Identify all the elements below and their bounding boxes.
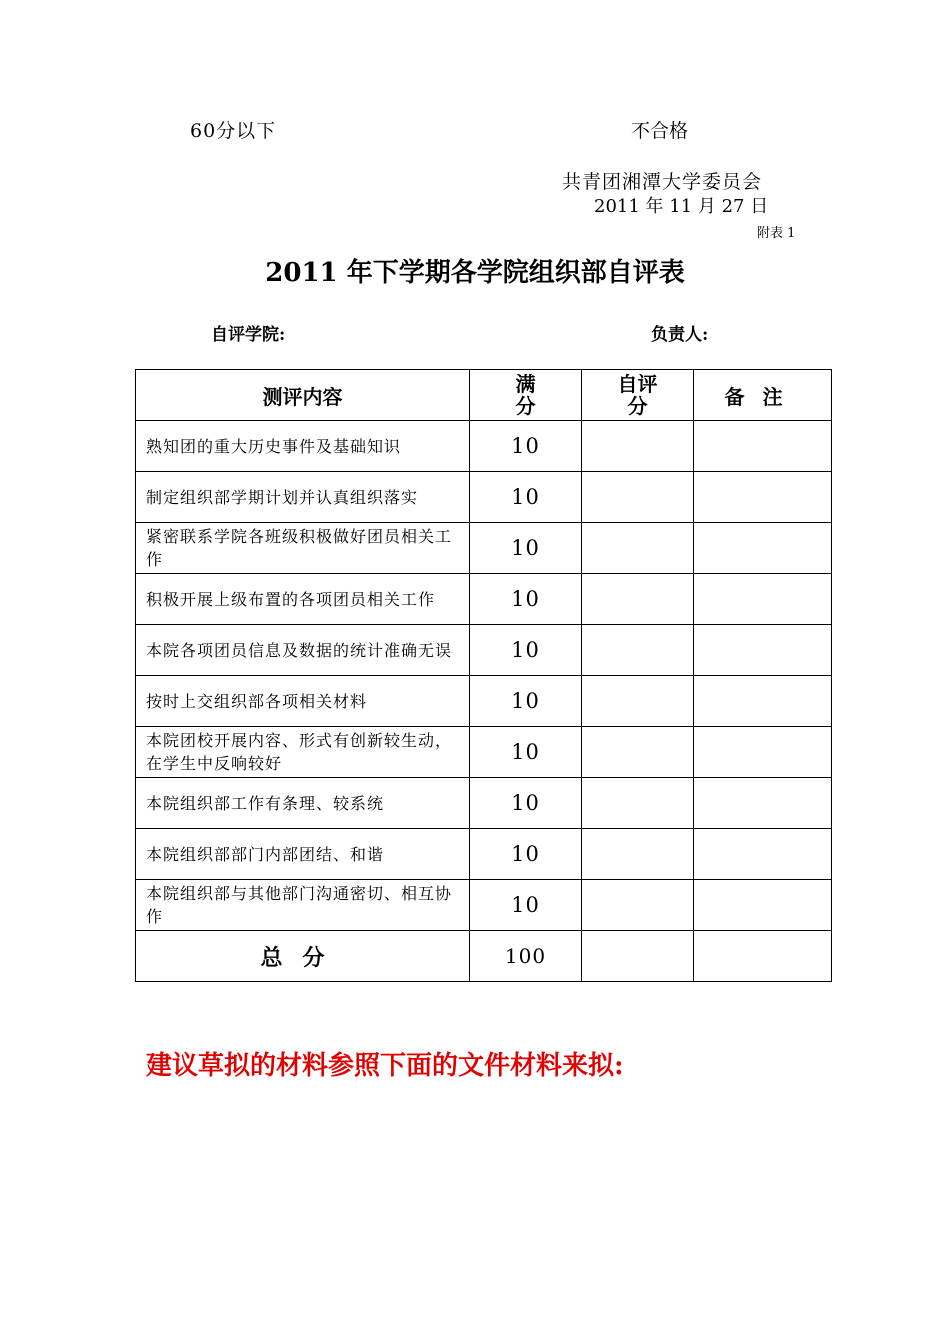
row-full-score: 10 xyxy=(470,676,582,727)
row-item: 本院组织部与其他部门沟通密切、相互协作 xyxy=(136,880,470,931)
total-label: 总分 xyxy=(136,931,470,982)
total-full-score: 100 xyxy=(470,931,582,982)
attachment-label: 附表 1 xyxy=(757,226,796,241)
header-full-score-line2: 分 xyxy=(515,394,536,418)
row-full-score: 10 xyxy=(470,574,582,625)
row-full-score: 10 xyxy=(470,880,582,931)
row-self-score-cell[interactable] xyxy=(582,574,694,625)
row-note-cell[interactable] xyxy=(694,523,832,574)
row-full-score: 10 xyxy=(470,625,582,676)
row-self-score-cell[interactable] xyxy=(582,829,694,880)
grade-label: 不合格 xyxy=(631,120,689,142)
row-note-cell[interactable] xyxy=(694,880,832,931)
row-full-score: 10 xyxy=(470,778,582,829)
table-row xyxy=(136,778,832,829)
table-row xyxy=(136,676,832,727)
row-item: 紧密联系学院各班级积极做好团员相关工作 xyxy=(136,523,470,574)
table-row xyxy=(136,625,832,676)
header-full-score xyxy=(470,370,582,421)
evaluation-table xyxy=(135,369,832,982)
table-row xyxy=(136,880,832,931)
row-note-cell[interactable] xyxy=(694,574,832,625)
header-full-score-line1: 满 xyxy=(515,372,536,396)
row-note-cell[interactable] xyxy=(694,625,832,676)
row-full-score: 10 xyxy=(470,421,582,472)
row-self-score-cell[interactable] xyxy=(582,421,694,472)
row-self-score-cell[interactable] xyxy=(582,523,694,574)
row-note-cell[interactable] xyxy=(694,778,832,829)
issue-date: 2011 年 11 月 27 日 xyxy=(594,196,769,217)
table-row xyxy=(136,523,832,574)
row-full-score: 10 xyxy=(470,472,582,523)
row-full-score: 10 xyxy=(470,727,582,778)
row-item: 制定组织部学期计划并认真组织落实 xyxy=(136,472,470,523)
row-self-score-cell[interactable] xyxy=(582,880,694,931)
row-note-cell[interactable] xyxy=(694,676,832,727)
row-item: 熟知团的重大历史事件及基础知识 xyxy=(136,421,470,472)
table-total-row xyxy=(136,931,832,982)
header-note: 备注 xyxy=(694,370,832,421)
issuing-organization: 共青团湘潭大学委员会 xyxy=(562,171,763,193)
row-item: 本院团校开展内容、形式有创新较生动，在学生中反响较好 xyxy=(136,727,470,778)
row-note-cell[interactable] xyxy=(694,421,832,472)
row-note-cell[interactable] xyxy=(694,472,832,523)
row-item: 按时上交组织部各项相关材料 xyxy=(136,676,470,727)
table-row xyxy=(136,829,832,880)
row-full-score: 10 xyxy=(470,523,582,574)
leader-field-label: 负责人: xyxy=(651,325,709,345)
row-item: 本院各项团员信息及数据的统计准确无误 xyxy=(136,625,470,676)
form-title: 2011 年下学期各学院组织部自评表 xyxy=(265,258,685,288)
row-item: 本院组织部工作有条理、较系统 xyxy=(136,778,470,829)
total-note-cell[interactable] xyxy=(694,931,832,982)
row-self-score-cell[interactable] xyxy=(582,778,694,829)
row-item: 本院组织部部门内部团结、和谐 xyxy=(136,829,470,880)
header-self-score-line1: 自评 xyxy=(617,372,658,396)
table-row xyxy=(136,727,832,778)
row-self-score-cell[interactable] xyxy=(582,472,694,523)
row-self-score-cell[interactable] xyxy=(582,727,694,778)
total-self-score-cell[interactable] xyxy=(582,931,694,982)
table-row xyxy=(136,574,832,625)
table-row xyxy=(136,421,832,472)
row-item: 积极开展上级布置的各项团员相关工作 xyxy=(136,574,470,625)
header-self-score xyxy=(582,370,694,421)
grade-score-range: 60分以下 xyxy=(190,120,277,142)
row-full-score: 10 xyxy=(470,829,582,880)
table-row xyxy=(136,472,832,523)
row-self-score-cell[interactable] xyxy=(582,625,694,676)
row-self-score-cell[interactable] xyxy=(582,676,694,727)
college-field-label: 自评学院: xyxy=(211,325,286,345)
header-self-score-line2: 分 xyxy=(627,394,648,418)
header-content: 测评内容 xyxy=(136,370,470,421)
table-header-row xyxy=(136,370,832,421)
drafting-note: 建议草拟的材料参照下面的文件材料来拟: xyxy=(146,1051,624,1081)
row-note-cell[interactable] xyxy=(694,829,832,880)
row-note-cell[interactable] xyxy=(694,727,832,778)
